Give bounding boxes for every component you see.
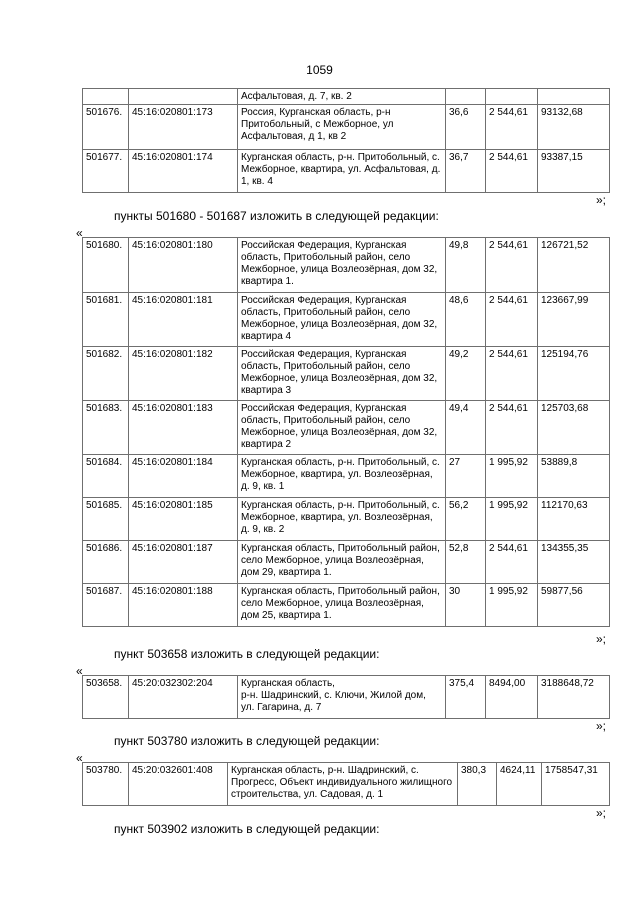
cadastral-value: 53889,8 xyxy=(538,455,610,498)
cadastral-number: 45:16:020801:188 xyxy=(129,584,238,627)
cadastral-number: 45:20:032601:408 xyxy=(129,763,228,806)
address: Российская Федерация, Курганская область, Притобольный район, село Межборное, улица Возлеозёрная, дом 32, квартира 3 xyxy=(238,347,446,401)
cadastral-table-1 xyxy=(82,88,610,193)
table-row xyxy=(83,293,610,347)
cadastral-value: 1758547,31 xyxy=(542,763,610,806)
area: 375,4 xyxy=(446,676,486,719)
row-number: 501687. xyxy=(83,584,129,627)
instruction-text: пункты 501680 - 501687 изложить в следующей редакции: xyxy=(114,209,439,223)
cadastral-value: 125194,76 xyxy=(538,347,610,401)
table-row xyxy=(83,401,610,455)
area: 30 xyxy=(446,584,486,627)
rate xyxy=(486,89,538,105)
opening-quote-mark: « xyxy=(76,751,83,765)
cadastral-value xyxy=(538,89,610,105)
table-row xyxy=(83,498,610,541)
closing-quote-mark: »; xyxy=(596,193,607,207)
address: Курганская область, р-н. Шадринский, с. Ключи, Жилой дом, ул. Гагарина, д. 7 xyxy=(238,676,446,719)
cadastral-table-2 xyxy=(82,237,610,627)
table-row xyxy=(83,89,610,105)
rate: 2 544,61 xyxy=(486,401,538,455)
cadastral-value: 93387,15 xyxy=(538,150,610,193)
table-row xyxy=(83,150,610,193)
cadastral-value: 134355,35 xyxy=(538,541,610,584)
area: 36,6 xyxy=(446,105,486,150)
cadastral-table-4 xyxy=(82,762,610,806)
cadastral-value: 93132,68 xyxy=(538,105,610,150)
row-number: 501684. xyxy=(83,455,129,498)
page-number: 1059 xyxy=(306,63,333,77)
address: Курганская область, Притобольный район, село Межборное, улица Возлеозёрная, дом 25, квартира 1. xyxy=(238,584,446,627)
rate: 1 995,92 xyxy=(486,455,538,498)
row-number xyxy=(83,89,129,105)
row-number: 501686. xyxy=(83,541,129,584)
cadastral-value: 125703,68 xyxy=(538,401,610,455)
row-number: 501676. xyxy=(83,105,129,150)
address: Российская Федерация, Курганская область, Притобольный район, село Межборное, улица Возлеозёрная, дом 32, квартира 1. xyxy=(238,238,446,293)
cadastral-value: 3188648,72 xyxy=(538,676,610,719)
row-number: 501677. xyxy=(83,150,129,193)
cadastral-number: 45:20:032302:204 xyxy=(129,676,238,719)
closing-quote-mark: »; xyxy=(596,632,607,646)
row-number: 501685. xyxy=(83,498,129,541)
area: 49,4 xyxy=(446,401,486,455)
address: Курганская область, р-н. Притобольный, с. Межборное, квартира, ул. Возлеозёрная, д. 9, кв. 1 xyxy=(238,455,446,498)
address: Российская Федерация, Курганская область, Притобольный район, село Межборное, улица Возлеозёрная, дом 32, квартира 2 xyxy=(238,401,446,455)
rate: 1 995,92 xyxy=(486,498,538,541)
rate: 2 544,61 xyxy=(486,347,538,401)
rate: 2 544,61 xyxy=(486,105,538,150)
row-number: 501682. xyxy=(83,347,129,401)
area: 36,7 xyxy=(446,150,486,193)
cadastral-value: 112170,63 xyxy=(538,498,610,541)
table-row xyxy=(83,238,610,293)
table-row xyxy=(83,105,610,150)
area: 49,2 xyxy=(446,347,486,401)
address: Курганская область, р-н. Притобольный, с. Межборное, квартира, ул. Асфальтовая, д. 1, кв. 4 xyxy=(238,150,446,193)
closing-quote-mark: »; xyxy=(596,719,607,733)
cadastral-number: 45:16:020801:184 xyxy=(129,455,238,498)
row-number: 501681. xyxy=(83,293,129,347)
instruction-text: пункт 503780 изложить в следующей редакции: xyxy=(114,734,380,748)
rate: 2 544,61 xyxy=(486,293,538,347)
cadastral-number xyxy=(129,89,238,105)
cadastral-number: 45:16:020801:183 xyxy=(129,401,238,455)
closing-quote-mark: »; xyxy=(596,806,607,820)
address: Россия, Курганская область, р-н Притобольный, с Межборное, ул Асфальтовая, д 1, кв 2 xyxy=(238,105,446,150)
cadastral-number: 45:16:020801:185 xyxy=(129,498,238,541)
cadastral-number: 45:16:020801:180 xyxy=(129,238,238,293)
area: 52,8 xyxy=(446,541,486,584)
address: Курганская область, р-н. Шадринский, с. Прогресс, Объект индивидуального жилищного строительства, ул. Садовая, д. 1 xyxy=(228,763,458,806)
area: 380,3 xyxy=(458,763,497,806)
table-row xyxy=(83,584,610,627)
address: Курганская область, Притобольный район, село Межборное, улица Возлеозёрная, дом 29, квартира 1. xyxy=(238,541,446,584)
opening-quote-mark: « xyxy=(76,226,83,240)
cadastral-number: 45:16:020801:181 xyxy=(129,293,238,347)
table-row xyxy=(83,676,610,719)
area: 48,6 xyxy=(446,293,486,347)
rate: 8494,00 xyxy=(486,676,538,719)
rate: 1 995,92 xyxy=(486,584,538,627)
area: 27 xyxy=(446,455,486,498)
instruction-text: пункт 503902 изложить в следующей редакции: xyxy=(114,822,380,836)
rate: 4624,11 xyxy=(497,763,542,806)
rate: 2 544,61 xyxy=(486,541,538,584)
row-number: 501680. xyxy=(83,238,129,293)
table-row xyxy=(83,455,610,498)
address: Асфальтовая, д. 7, кв. 2 xyxy=(238,89,446,105)
area: 56,2 xyxy=(446,498,486,541)
row-number: 501683. xyxy=(83,401,129,455)
opening-quote-mark: « xyxy=(76,664,83,678)
row-number: 503780. xyxy=(83,763,129,806)
area: 49,8 xyxy=(446,238,486,293)
table-row xyxy=(83,541,610,584)
address: Курганская область, р-н. Притобольный, с. Межборное, квартира, ул. Возлеозёрная, д. 9, кв. 2 xyxy=(238,498,446,541)
rate: 2 544,61 xyxy=(486,238,538,293)
cadastral-value: 123667,99 xyxy=(538,293,610,347)
cadastral-value: 126721,52 xyxy=(538,238,610,293)
rate: 2 544,61 xyxy=(486,150,538,193)
instruction-text: пункт 503658 изложить в следующей редакции: xyxy=(114,647,380,661)
address: Российская Федерация, Курганская область, Притобольный район, село Межборное, улица Возлеозёрная, дом 32, квартира 4 xyxy=(238,293,446,347)
table-row xyxy=(83,347,610,401)
cadastral-number: 45:16:020801:174 xyxy=(129,150,238,193)
cadastral-table-3 xyxy=(82,675,610,719)
row-number: 503658. xyxy=(83,676,129,719)
cadastral-number: 45:16:020801:182 xyxy=(129,347,238,401)
table-row xyxy=(83,763,610,806)
cadastral-number: 45:16:020801:173 xyxy=(129,105,238,150)
cadastral-number: 45:16:020801:187 xyxy=(129,541,238,584)
cadastral-value: 59877,56 xyxy=(538,584,610,627)
area xyxy=(446,89,486,105)
